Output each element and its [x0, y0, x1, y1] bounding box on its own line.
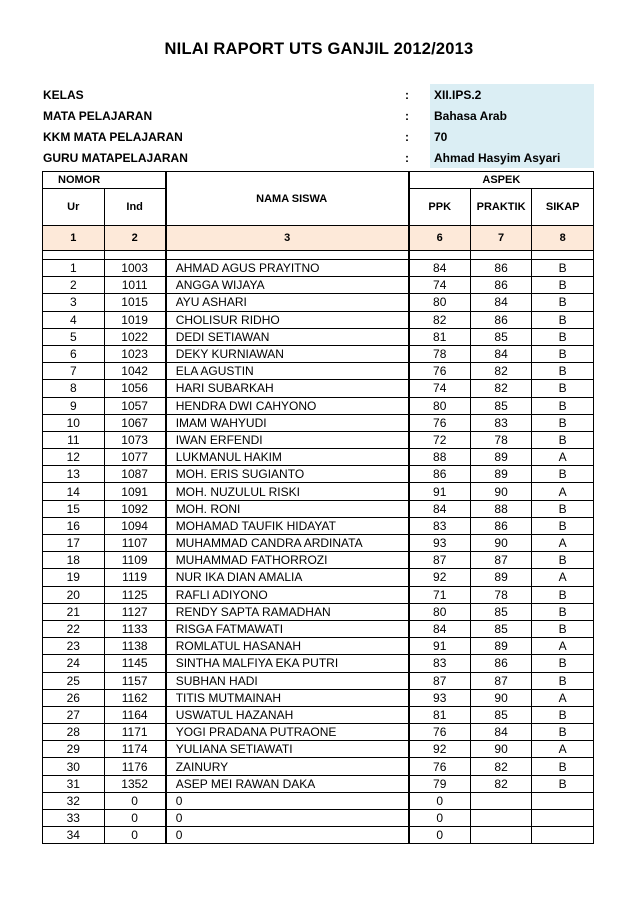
cell-sikap: A — [532, 689, 594, 706]
cell-praktik: 87 — [470, 552, 532, 569]
cell-praktik: 84 — [470, 345, 532, 362]
info-colon: : — [405, 150, 409, 165]
cell-sikap: B — [532, 414, 594, 431]
cell-praktik: 85 — [470, 706, 532, 723]
cell-ppk: 91 — [409, 638, 471, 655]
info-value: XII.IPS.2 — [430, 84, 594, 105]
cell-ppk: 80 — [409, 397, 471, 414]
spacer-cell — [104, 251, 166, 260]
cell-ind: 1174 — [104, 741, 166, 758]
table-row — [43, 689, 594, 706]
cell-ind: 1157 — [104, 672, 166, 689]
cell-sikap: B — [532, 311, 594, 328]
cell-ppk: 93 — [409, 535, 471, 552]
table-row — [43, 741, 594, 758]
cell-sikap: A — [532, 449, 594, 466]
cell-nama: MUHAMMAD CANDRA ARDINATA — [166, 535, 409, 552]
cell-ur: 6 — [43, 345, 105, 362]
cell-ur: 26 — [43, 689, 105, 706]
cell-sikap: B — [532, 517, 594, 534]
cell-nama: MOH. ERIS SUGIANTO — [166, 466, 409, 483]
cell-praktik — [470, 792, 532, 809]
cell-praktik: 88 — [470, 500, 532, 517]
colnum: 7 — [470, 226, 532, 251]
cell-nama: HENDRA DWI CAHYONO — [166, 397, 409, 414]
cell-ppk: 76 — [409, 414, 471, 431]
cell-ppk: 0 — [409, 792, 471, 809]
cell-ur: 12 — [43, 449, 105, 466]
cell-praktik: 83 — [470, 414, 532, 431]
cell-sikap: B — [532, 380, 594, 397]
cell-ppk: 79 — [409, 775, 471, 792]
cell-nama: ANGGA WIJAYA — [166, 277, 409, 294]
cell-ind: 0 — [104, 810, 166, 827]
cell-sikap — [532, 810, 594, 827]
table-row — [43, 397, 594, 414]
cell-sikap — [532, 792, 594, 809]
cell-ur: 9 — [43, 397, 105, 414]
info-value: Ahmad Hasyim Asyari — [430, 147, 594, 168]
cell-ppk: 84 — [409, 500, 471, 517]
cell-ind: 1015 — [104, 294, 166, 311]
cell-ur: 18 — [43, 552, 105, 569]
cell-ind: 1092 — [104, 500, 166, 517]
colnum: 6 — [409, 226, 471, 251]
cell-ppk: 76 — [409, 758, 471, 775]
cell-ind: 0 — [104, 827, 166, 844]
cell-ind: 0 — [104, 792, 166, 809]
cell-praktik: 78 — [470, 586, 532, 603]
cell-ind: 1352 — [104, 775, 166, 792]
cell-ur: 29 — [43, 741, 105, 758]
cell-praktik — [470, 827, 532, 844]
cell-praktik — [470, 810, 532, 827]
info-label: KKM MATA PELAJARAN — [43, 129, 183, 144]
info-row — [43, 105, 594, 126]
table-row — [43, 414, 594, 431]
cell-nama: ASEP MEI RAWAN DAKA — [166, 775, 409, 792]
cell-ind: 1125 — [104, 586, 166, 603]
cell-sikap: B — [532, 260, 594, 277]
cell-ur: 13 — [43, 466, 105, 483]
cell-praktik: 82 — [470, 758, 532, 775]
cell-praktik: 78 — [470, 431, 532, 448]
cell-ind: 1109 — [104, 552, 166, 569]
cell-nama: AYU ASHARI — [166, 294, 409, 311]
cell-praktik: 85 — [470, 328, 532, 345]
table-row — [43, 792, 594, 809]
cell-ur: 34 — [43, 827, 105, 844]
cell-praktik: 89 — [470, 638, 532, 655]
cell-nama: HARI SUBARKAH — [166, 380, 409, 397]
cell-sikap: A — [532, 569, 594, 586]
cell-nama: SUBHAN HADI — [166, 672, 409, 689]
cell-ind: 1011 — [104, 277, 166, 294]
cell-ppk: 0 — [409, 810, 471, 827]
cell-ur: 27 — [43, 706, 105, 723]
cell-sikap: B — [532, 620, 594, 637]
cell-ur: 3 — [43, 294, 105, 311]
cell-ur: 21 — [43, 603, 105, 620]
info-label: MATA PELAJARAN — [43, 108, 153, 123]
cell-ppk: 92 — [409, 741, 471, 758]
cell-nama: YOGI PRADANA PUTRAONE — [166, 724, 409, 741]
cell-ind: 1003 — [104, 260, 166, 277]
cell-ur: 14 — [43, 483, 105, 500]
info-label: KELAS — [43, 87, 84, 102]
cell-praktik: 85 — [470, 397, 532, 414]
colnum: 8 — [532, 226, 594, 251]
cell-ppk: 72 — [409, 431, 471, 448]
class-info-table — [43, 84, 594, 168]
info-row — [43, 147, 594, 168]
cell-nama: ELA AGUSTIN — [166, 363, 409, 380]
cell-nama: 0 — [166, 810, 409, 827]
info-value: Bahasa Arab — [430, 105, 594, 126]
cell-praktik: 82 — [470, 775, 532, 792]
cell-ppk: 84 — [409, 620, 471, 637]
cell-sikap: B — [532, 397, 594, 414]
table-row — [43, 724, 594, 741]
header-ind: Ind — [104, 189, 166, 226]
table-row — [43, 517, 594, 534]
table-row — [43, 260, 594, 277]
cell-sikap: A — [532, 535, 594, 552]
cell-ppk: 80 — [409, 294, 471, 311]
cell-ind: 1022 — [104, 328, 166, 345]
header-row-1 — [43, 172, 594, 189]
table-row — [43, 500, 594, 517]
cell-ind: 1023 — [104, 345, 166, 362]
cell-nama: NUR IKA DIAN AMALIA — [166, 569, 409, 586]
cell-ppk: 83 — [409, 655, 471, 672]
info-colon: : — [405, 129, 409, 144]
cell-ind: 1162 — [104, 689, 166, 706]
table-row — [43, 603, 594, 620]
cell-praktik: 82 — [470, 363, 532, 380]
cell-nama: AHMAD AGUS PRAYITNO — [166, 260, 409, 277]
cell-ur: 19 — [43, 569, 105, 586]
cell-nama: MOH. RONI — [166, 500, 409, 517]
table-row — [43, 620, 594, 637]
colnum: 1 — [43, 226, 105, 251]
cell-sikap: B — [532, 758, 594, 775]
table-row — [43, 552, 594, 569]
cell-ppk: 0 — [409, 827, 471, 844]
spacer-cell — [166, 251, 409, 260]
cell-ind: 1091 — [104, 483, 166, 500]
spacer-row — [43, 251, 594, 260]
info-colon: : — [405, 87, 409, 102]
header-nomor: NOMOR — [43, 172, 166, 189]
cell-ppk: 76 — [409, 724, 471, 741]
cell-ind: 1067 — [104, 414, 166, 431]
cell-ppk: 74 — [409, 277, 471, 294]
cell-praktik: 85 — [470, 603, 532, 620]
table-row — [43, 431, 594, 448]
cell-ppk: 82 — [409, 311, 471, 328]
cell-ur: 10 — [43, 414, 105, 431]
table-row — [43, 638, 594, 655]
cell-sikap: B — [532, 603, 594, 620]
cell-ind: 1056 — [104, 380, 166, 397]
header-aspek: ASPEK — [409, 172, 594, 189]
cell-nama: CHOLISUR RIDHO — [166, 311, 409, 328]
cell-ind: 1087 — [104, 466, 166, 483]
cell-ppk: 83 — [409, 517, 471, 534]
table-row — [43, 758, 594, 775]
cell-ppk: 93 — [409, 689, 471, 706]
cell-nama: IMAM WAHYUDI — [166, 414, 409, 431]
cell-nama: ROMLATUL HASANAH — [166, 638, 409, 655]
cell-ind: 1094 — [104, 517, 166, 534]
table-row — [43, 655, 594, 672]
cell-ind: 1138 — [104, 638, 166, 655]
cell-praktik: 89 — [470, 569, 532, 586]
cell-ind: 1176 — [104, 758, 166, 775]
cell-ur: 15 — [43, 500, 105, 517]
table-row — [43, 810, 594, 827]
cell-ppk: 81 — [409, 706, 471, 723]
cell-ur: 11 — [43, 431, 105, 448]
cell-sikap: B — [532, 586, 594, 603]
cell-nama: RISGA FATMAWATI — [166, 620, 409, 637]
table-row — [43, 775, 594, 792]
cell-ur: 23 — [43, 638, 105, 655]
cell-ppk: 74 — [409, 380, 471, 397]
cell-ind: 1133 — [104, 620, 166, 637]
cell-nama: TITIS MUTMAINAH — [166, 689, 409, 706]
cell-nama: RENDY SAPTA RAMADHAN — [166, 603, 409, 620]
column-number-row — [43, 226, 594, 251]
info-row — [43, 84, 594, 105]
cell-ppk: 84 — [409, 260, 471, 277]
table-row — [43, 449, 594, 466]
cell-praktik: 84 — [470, 724, 532, 741]
cell-ur: 28 — [43, 724, 105, 741]
cell-ur: 16 — [43, 517, 105, 534]
cell-sikap: A — [532, 483, 594, 500]
cell-praktik: 90 — [470, 689, 532, 706]
grades-table — [42, 171, 594, 844]
table-row — [43, 569, 594, 586]
cell-ur: 32 — [43, 792, 105, 809]
cell-nama: 0 — [166, 827, 409, 844]
cell-ur: 25 — [43, 672, 105, 689]
cell-praktik: 85 — [470, 620, 532, 637]
cell-praktik: 89 — [470, 466, 532, 483]
table-row — [43, 363, 594, 380]
cell-ur: 33 — [43, 810, 105, 827]
table-row — [43, 380, 594, 397]
info-colon: : — [405, 108, 409, 123]
cell-sikap: B — [532, 500, 594, 517]
cell-nama: SINTHA MALFIYA EKA PUTRI — [166, 655, 409, 672]
cell-ur: 22 — [43, 620, 105, 637]
cell-ur: 20 — [43, 586, 105, 603]
cell-ur: 4 — [43, 311, 105, 328]
cell-ind: 1107 — [104, 535, 166, 552]
cell-praktik: 90 — [470, 535, 532, 552]
table-row — [43, 328, 594, 345]
cell-ind: 1164 — [104, 706, 166, 723]
spacer-cell — [532, 251, 594, 260]
cell-ind: 1077 — [104, 449, 166, 466]
cell-ur: 5 — [43, 328, 105, 345]
table-row — [43, 706, 594, 723]
table-row — [43, 535, 594, 552]
cell-praktik: 86 — [470, 311, 532, 328]
page-title: NILAI RAPORT UTS GANJIL 2012/2013 — [164, 40, 474, 58]
cell-sikap: B — [532, 672, 594, 689]
cell-sikap: B — [532, 363, 594, 380]
cell-praktik: 87 — [470, 672, 532, 689]
spacer-cell — [470, 251, 532, 260]
cell-sikap: B — [532, 277, 594, 294]
info-label: GURU MATAPELAJARAN — [43, 150, 188, 165]
cell-ur: 30 — [43, 758, 105, 775]
cell-ppk: 81 — [409, 328, 471, 345]
header-ppk: PPK — [409, 189, 471, 226]
table-row — [43, 466, 594, 483]
cell-nama: YULIANA SETIAWATI — [166, 741, 409, 758]
colnum: 3 — [166, 226, 409, 251]
spacer-cell — [409, 251, 471, 260]
cell-ind: 1171 — [104, 724, 166, 741]
cell-ppk: 78 — [409, 345, 471, 362]
cell-ind: 1145 — [104, 655, 166, 672]
cell-ppk: 88 — [409, 449, 471, 466]
table-row — [43, 586, 594, 603]
cell-ur: 31 — [43, 775, 105, 792]
cell-praktik: 86 — [470, 277, 532, 294]
table-row — [43, 294, 594, 311]
colnum: 2 — [104, 226, 166, 251]
table-row — [43, 277, 594, 294]
cell-nama: 0 — [166, 792, 409, 809]
cell-ppk: 80 — [409, 603, 471, 620]
cell-nama: MOHAMAD TAUFIK HIDAYAT — [166, 517, 409, 534]
cell-ind: 1057 — [104, 397, 166, 414]
cell-ppk: 86 — [409, 466, 471, 483]
cell-nama: MUHAMMAD FATHORROZI — [166, 552, 409, 569]
cell-nama: LUKMANUL HAKIM — [166, 449, 409, 466]
header-nama-siswa: NAMA SISWA — [166, 172, 409, 226]
table-row — [43, 311, 594, 328]
cell-nama: MOH. NUZULUL RISKI — [166, 483, 409, 500]
table-row — [43, 672, 594, 689]
cell-ur: 17 — [43, 535, 105, 552]
cell-nama: DEKY KURNIAWAN — [166, 345, 409, 362]
cell-ppk: 87 — [409, 552, 471, 569]
cell-sikap: B — [532, 328, 594, 345]
cell-nama: IWAN ERFENDI — [166, 431, 409, 448]
cell-sikap: A — [532, 741, 594, 758]
cell-ppk: 91 — [409, 483, 471, 500]
cell-sikap: B — [532, 294, 594, 311]
cell-sikap: B — [532, 724, 594, 741]
cell-ur: 2 — [43, 277, 105, 294]
spacer-cell — [43, 251, 105, 260]
cell-sikap: A — [532, 638, 594, 655]
cell-sikap — [532, 827, 594, 844]
cell-ind: 1119 — [104, 569, 166, 586]
info-row — [43, 126, 594, 147]
cell-sikap: B — [532, 345, 594, 362]
cell-sikap: B — [532, 706, 594, 723]
cell-sikap: B — [532, 466, 594, 483]
cell-praktik: 86 — [470, 655, 532, 672]
cell-ind: 1073 — [104, 431, 166, 448]
header-praktik: PRAKTIK — [470, 189, 532, 226]
cell-praktik: 84 — [470, 294, 532, 311]
table-row — [43, 827, 594, 844]
header-ur: Ur — [43, 189, 105, 226]
cell-sikap: B — [532, 775, 594, 792]
cell-sikap: B — [532, 655, 594, 672]
cell-ur: 8 — [43, 380, 105, 397]
cell-sikap: B — [532, 552, 594, 569]
table-row — [43, 345, 594, 362]
cell-praktik: 82 — [470, 380, 532, 397]
cell-ur: 7 — [43, 363, 105, 380]
cell-ind: 1019 — [104, 311, 166, 328]
cell-ur: 24 — [43, 655, 105, 672]
cell-praktik: 90 — [470, 741, 532, 758]
cell-ppk: 76 — [409, 363, 471, 380]
cell-nama: USWATUL HAZANAH — [166, 706, 409, 723]
info-value: 70 — [430, 126, 594, 147]
cell-ind: 1127 — [104, 603, 166, 620]
cell-ind: 1042 — [104, 363, 166, 380]
cell-nama: RAFLI ADIYONO — [166, 586, 409, 603]
cell-sikap: B — [532, 431, 594, 448]
cell-praktik: 90 — [470, 483, 532, 500]
cell-nama: DEDI SETIAWAN — [166, 328, 409, 345]
table-row — [43, 483, 594, 500]
cell-ppk: 87 — [409, 672, 471, 689]
cell-praktik: 89 — [470, 449, 532, 466]
header-sikap: SIKAP — [532, 189, 594, 226]
cell-ppk: 71 — [409, 586, 471, 603]
cell-ppk: 92 — [409, 569, 471, 586]
cell-praktik: 86 — [470, 517, 532, 534]
cell-praktik: 86 — [470, 260, 532, 277]
cell-ur: 1 — [43, 260, 105, 277]
cell-nama: ZAINURY — [166, 758, 409, 775]
